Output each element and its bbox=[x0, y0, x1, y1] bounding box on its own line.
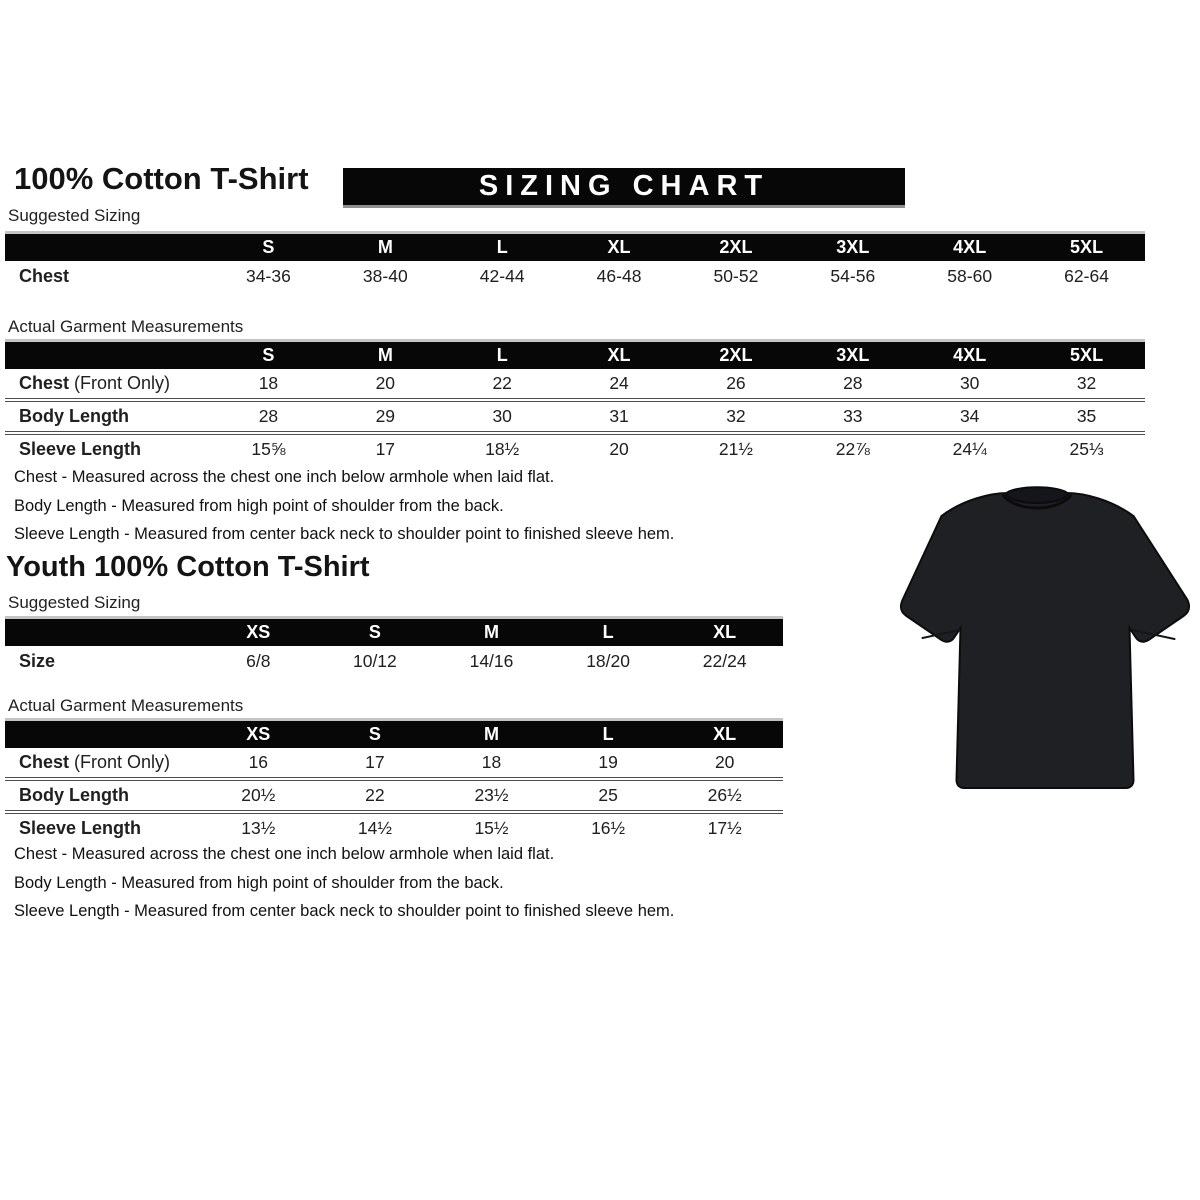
table-row bbox=[5, 646, 783, 676]
column-header: 5XL bbox=[1070, 237, 1104, 257]
cell-value: 30 bbox=[959, 373, 980, 393]
cell-value: 62-64 bbox=[1064, 265, 1109, 286]
note-chest: Chest - Measured across the chest one inch below armhole when laid flat. bbox=[14, 845, 555, 863]
cell-value: 32 bbox=[1076, 373, 1097, 393]
cell-value: 38-40 bbox=[362, 265, 408, 286]
table-header-row bbox=[5, 231, 1145, 261]
column-header: 4XL bbox=[953, 345, 987, 365]
table-row bbox=[5, 369, 1145, 402]
cell-value: 24¼ bbox=[952, 439, 987, 459]
cell-value: 6/8 bbox=[246, 650, 271, 671]
cell-value: 26½ bbox=[707, 785, 742, 805]
table-row bbox=[5, 261, 1145, 291]
cell-value: 18 bbox=[481, 752, 502, 772]
cell-value: 22/24 bbox=[702, 650, 747, 671]
youth-suggested-heading: Suggested Sizing bbox=[8, 593, 141, 612]
column-header: S bbox=[262, 345, 275, 365]
table-row bbox=[5, 814, 783, 843]
column-header: 2XL bbox=[719, 345, 753, 365]
cell-value: 15½ bbox=[474, 818, 509, 838]
cell-value: 18½ bbox=[485, 439, 520, 459]
cell-value: 16½ bbox=[591, 818, 626, 838]
cell-value: 14/16 bbox=[469, 650, 514, 671]
cell-value: 23½ bbox=[474, 785, 509, 805]
column-header: S bbox=[368, 622, 381, 642]
row-label: Chest (Front Only) bbox=[19, 373, 171, 393]
cell-value: 13½ bbox=[241, 818, 276, 838]
column-header: XS bbox=[246, 724, 271, 744]
cell-value: 10/12 bbox=[352, 650, 397, 671]
adult-suggested-table bbox=[5, 231, 1145, 291]
column-header: M bbox=[483, 724, 499, 744]
column-header: M bbox=[377, 237, 393, 257]
adult-actual-table bbox=[5, 339, 1145, 464]
tshirt-photo bbox=[893, 480, 1196, 810]
row-label: Body Length bbox=[19, 406, 129, 426]
row-label: Sleeve Length bbox=[19, 439, 142, 459]
cell-value: 25 bbox=[598, 785, 618, 805]
row-label: Chest (Front Only) bbox=[19, 752, 171, 772]
column-header: 3XL bbox=[836, 237, 870, 257]
youth-suggested-table bbox=[5, 616, 783, 676]
cell-value: 34-36 bbox=[246, 265, 291, 286]
cell-value: 28 bbox=[843, 373, 863, 393]
column-header: M bbox=[483, 622, 499, 642]
column-header: 2XL bbox=[719, 237, 753, 257]
cell-value: 54-56 bbox=[830, 265, 876, 286]
table-row bbox=[5, 402, 1145, 435]
cell-value: 35 bbox=[1076, 406, 1097, 426]
column-header: 4XL bbox=[953, 237, 987, 257]
table-header-row bbox=[5, 718, 783, 748]
column-header: 5XL bbox=[1070, 345, 1104, 365]
cell-value: 46-48 bbox=[596, 265, 642, 286]
cell-value: 20 bbox=[375, 373, 396, 393]
column-header: M bbox=[377, 345, 393, 365]
column-header: XL bbox=[607, 237, 631, 257]
adult-actual-heading: Actual Garment Measurements bbox=[8, 317, 244, 336]
row-label: Size bbox=[19, 650, 56, 671]
cell-value: 22 bbox=[492, 373, 512, 393]
cell-value: 24 bbox=[609, 373, 629, 393]
note-body-length: Body Length - Measured from high point of shoulder from the back. bbox=[14, 873, 504, 892]
cell-value: 18 bbox=[258, 373, 279, 393]
row-label: Sleeve Length bbox=[19, 818, 142, 838]
cell-value: 22 bbox=[365, 785, 385, 805]
column-header: XL bbox=[713, 622, 737, 642]
youth-actual-table bbox=[5, 718, 783, 843]
note-sleeve-length: Sleeve Length - Measured from center back neck to shoulder point to finished sleeve hem. bbox=[14, 902, 675, 920]
table-header-row bbox=[5, 339, 1145, 369]
cell-value: 34 bbox=[959, 406, 980, 426]
sizing-chart-banner: SIZING CHART bbox=[343, 168, 905, 205]
cell-value: 31 bbox=[609, 406, 629, 426]
cell-value: 25⅓ bbox=[1069, 439, 1104, 459]
column-header: 3XL bbox=[836, 345, 870, 365]
cell-value: 32 bbox=[726, 406, 746, 426]
adult-measurement-notes bbox=[14, 463, 674, 549]
cell-value: 21½ bbox=[718, 439, 753, 459]
column-header: XL bbox=[713, 724, 737, 744]
column-header: L bbox=[602, 724, 614, 744]
column-header: XL bbox=[607, 345, 631, 365]
table-row bbox=[5, 781, 783, 814]
youth-measurement-notes bbox=[14, 840, 674, 926]
adult-section-title: 100% Cotton T-Shirt bbox=[14, 161, 309, 196]
cell-value: 17½ bbox=[707, 818, 742, 838]
cell-value: 18/20 bbox=[586, 650, 630, 671]
cell-value: 20 bbox=[609, 439, 629, 459]
tshirt-body bbox=[901, 489, 1189, 789]
column-header: L bbox=[602, 622, 614, 642]
cell-value: 33 bbox=[843, 406, 863, 426]
table-row bbox=[5, 435, 1145, 464]
cell-value: 58-60 bbox=[947, 265, 993, 286]
column-header: XS bbox=[246, 622, 271, 642]
column-header: S bbox=[262, 237, 275, 257]
column-header: S bbox=[368, 724, 381, 744]
cell-value: 50-52 bbox=[713, 265, 759, 286]
note-sleeve-length: Sleeve Length - Measured from center back neck to shoulder point to finished sleeve hem. bbox=[14, 525, 675, 543]
cell-value: 14½ bbox=[357, 818, 392, 838]
cell-value: 30 bbox=[492, 406, 512, 426]
cell-value: 17 bbox=[375, 439, 396, 459]
column-header: L bbox=[496, 345, 508, 365]
row-label: Body Length bbox=[19, 785, 129, 805]
cell-value: 16 bbox=[248, 752, 269, 772]
row-label: Chest bbox=[19, 265, 70, 286]
adult-suggested-heading: Suggested Sizing bbox=[8, 206, 141, 225]
cell-value: 19 bbox=[598, 752, 618, 772]
cell-value: 22⅞ bbox=[835, 439, 870, 459]
cell-value: 20 bbox=[714, 752, 735, 772]
youth-section-title: Youth 100% Cotton T-Shirt bbox=[6, 551, 370, 583]
cell-value: 20½ bbox=[241, 785, 276, 805]
cell-value: 17 bbox=[365, 752, 385, 772]
note-body-length: Body Length - Measured from high point of shoulder from the back. bbox=[14, 496, 504, 515]
youth-actual-heading: Actual Garment Measurements bbox=[8, 696, 244, 715]
table-header-row bbox=[5, 616, 783, 646]
cell-value: 26 bbox=[726, 373, 746, 393]
tshirt-collar bbox=[1006, 487, 1069, 503]
cell-value: 42-44 bbox=[479, 265, 525, 286]
note-chest: Chest - Measured across the chest one inch below armhole when laid flat. bbox=[14, 468, 555, 486]
cell-value: 29 bbox=[375, 406, 396, 426]
cell-value: 15⅝ bbox=[251, 439, 286, 459]
table-row bbox=[5, 748, 783, 781]
column-header: L bbox=[496, 237, 508, 257]
cell-value: 28 bbox=[258, 406, 279, 426]
